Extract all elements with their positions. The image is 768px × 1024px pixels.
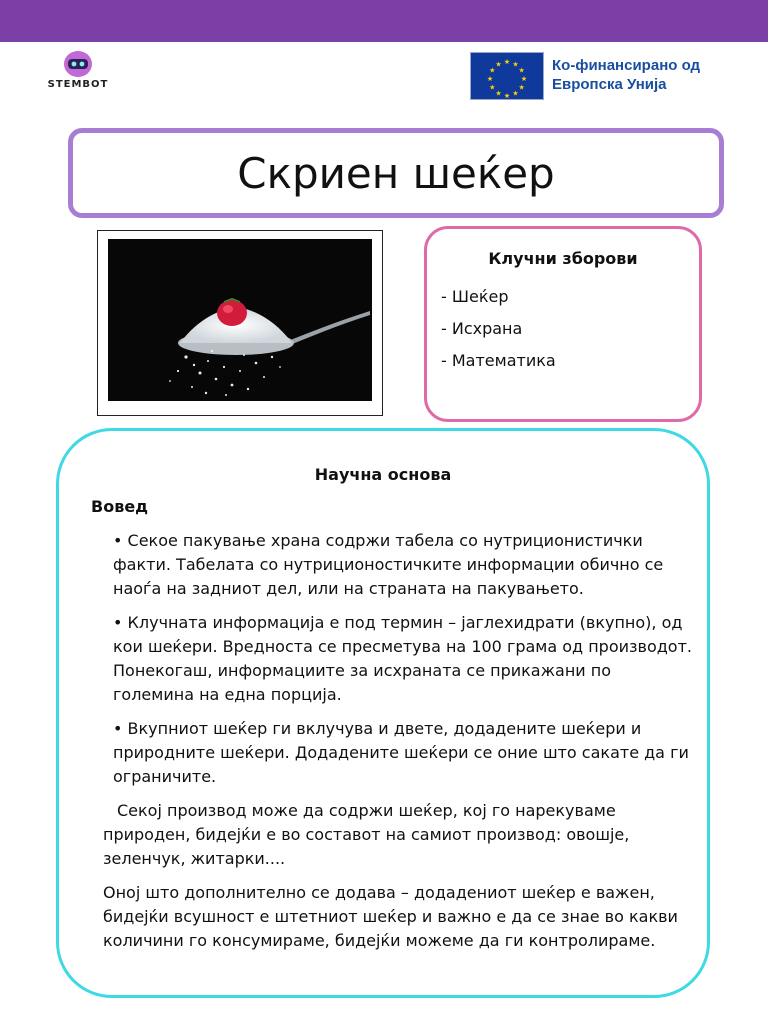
svg-text:★: ★ (503, 92, 511, 99)
keywords-list (441, 281, 556, 377)
bullet-paragraph: • Секое пакување храна содржи табела со нутриционистички факти. Табелата со нутриционостичките информации обично се наоѓа на задниот дел, или на страната на пакувањето. (113, 531, 664, 598)
svg-text:★: ★ (520, 75, 528, 83)
added-sugar-paragraph: Оној што дополнително се додава – додадениот шеќер е важен, бидејќи всушност е штетниот шеќер и важно е да се знае во какви количини го консумираме, бидејќи можеме да ги контролираме. (103, 883, 678, 950)
svg-text:★: ★ (503, 58, 511, 66)
bullet-paragraph: • Клучната информација е под термин – јаглехидрати (вкупно), од кои шеќери. Вредноста се пресметува на 100 грама од производот. Понекогаш, информациите за исхраната се прикажани по големина на една порција. (113, 613, 692, 704)
logo-wordmark: STEMBOT (47, 79, 109, 90)
eu-line-1: Ко-финансирано од (552, 57, 701, 74)
top-bar (0, 0, 768, 42)
keyword-item: - Математика (441, 351, 556, 370)
scientific-basis-box (56, 428, 710, 998)
eu-cofunded-text (552, 56, 700, 94)
stembot-logo (46, 50, 110, 92)
natural-sugar-paragraph: Секој производ може да содржи шеќер, кој го нарекуваме природен, бидејќи е во составот на самиот производ: овошје, зеленчук, житарки.... (103, 801, 630, 868)
science-heading: Научна основа (314, 465, 452, 484)
title-box (68, 128, 724, 218)
eu-flag-icon (470, 52, 544, 100)
svg-text:★: ★ (518, 66, 525, 75)
svg-text:★: ★ (495, 60, 502, 69)
svg-text:★: ★ (512, 89, 519, 98)
sugar-spoon-photo (108, 239, 372, 401)
svg-text:★: ★ (489, 66, 496, 75)
keyword-item: - Исхрана (441, 319, 523, 338)
keywords-heading: Клучни зборови (488, 249, 638, 268)
science-body (103, 529, 693, 963)
intro-subheading: Вовед (91, 497, 149, 516)
eu-cofunded-badge (470, 52, 732, 100)
svg-text:★: ★ (486, 75, 494, 83)
keywords-box (424, 226, 702, 422)
eu-line-2: Европска Унија (552, 76, 667, 93)
sugar-photo-frame (97, 230, 383, 416)
page-title: Скриен шеќер (237, 148, 555, 198)
svg-text:★: ★ (512, 60, 519, 69)
svg-text:★: ★ (495, 89, 502, 98)
robot-icon (63, 50, 93, 78)
svg-text:★: ★ (489, 83, 496, 92)
bullet-paragraph: • Вкупниот шеќер ги вклучува и двете, додадените шеќери и природните шеќери. Додадените шеќери се оние што сакате да ги ограничите. (113, 719, 689, 786)
svg-text:★: ★ (518, 83, 525, 92)
keyword-item: - Шеќер (441, 287, 509, 306)
